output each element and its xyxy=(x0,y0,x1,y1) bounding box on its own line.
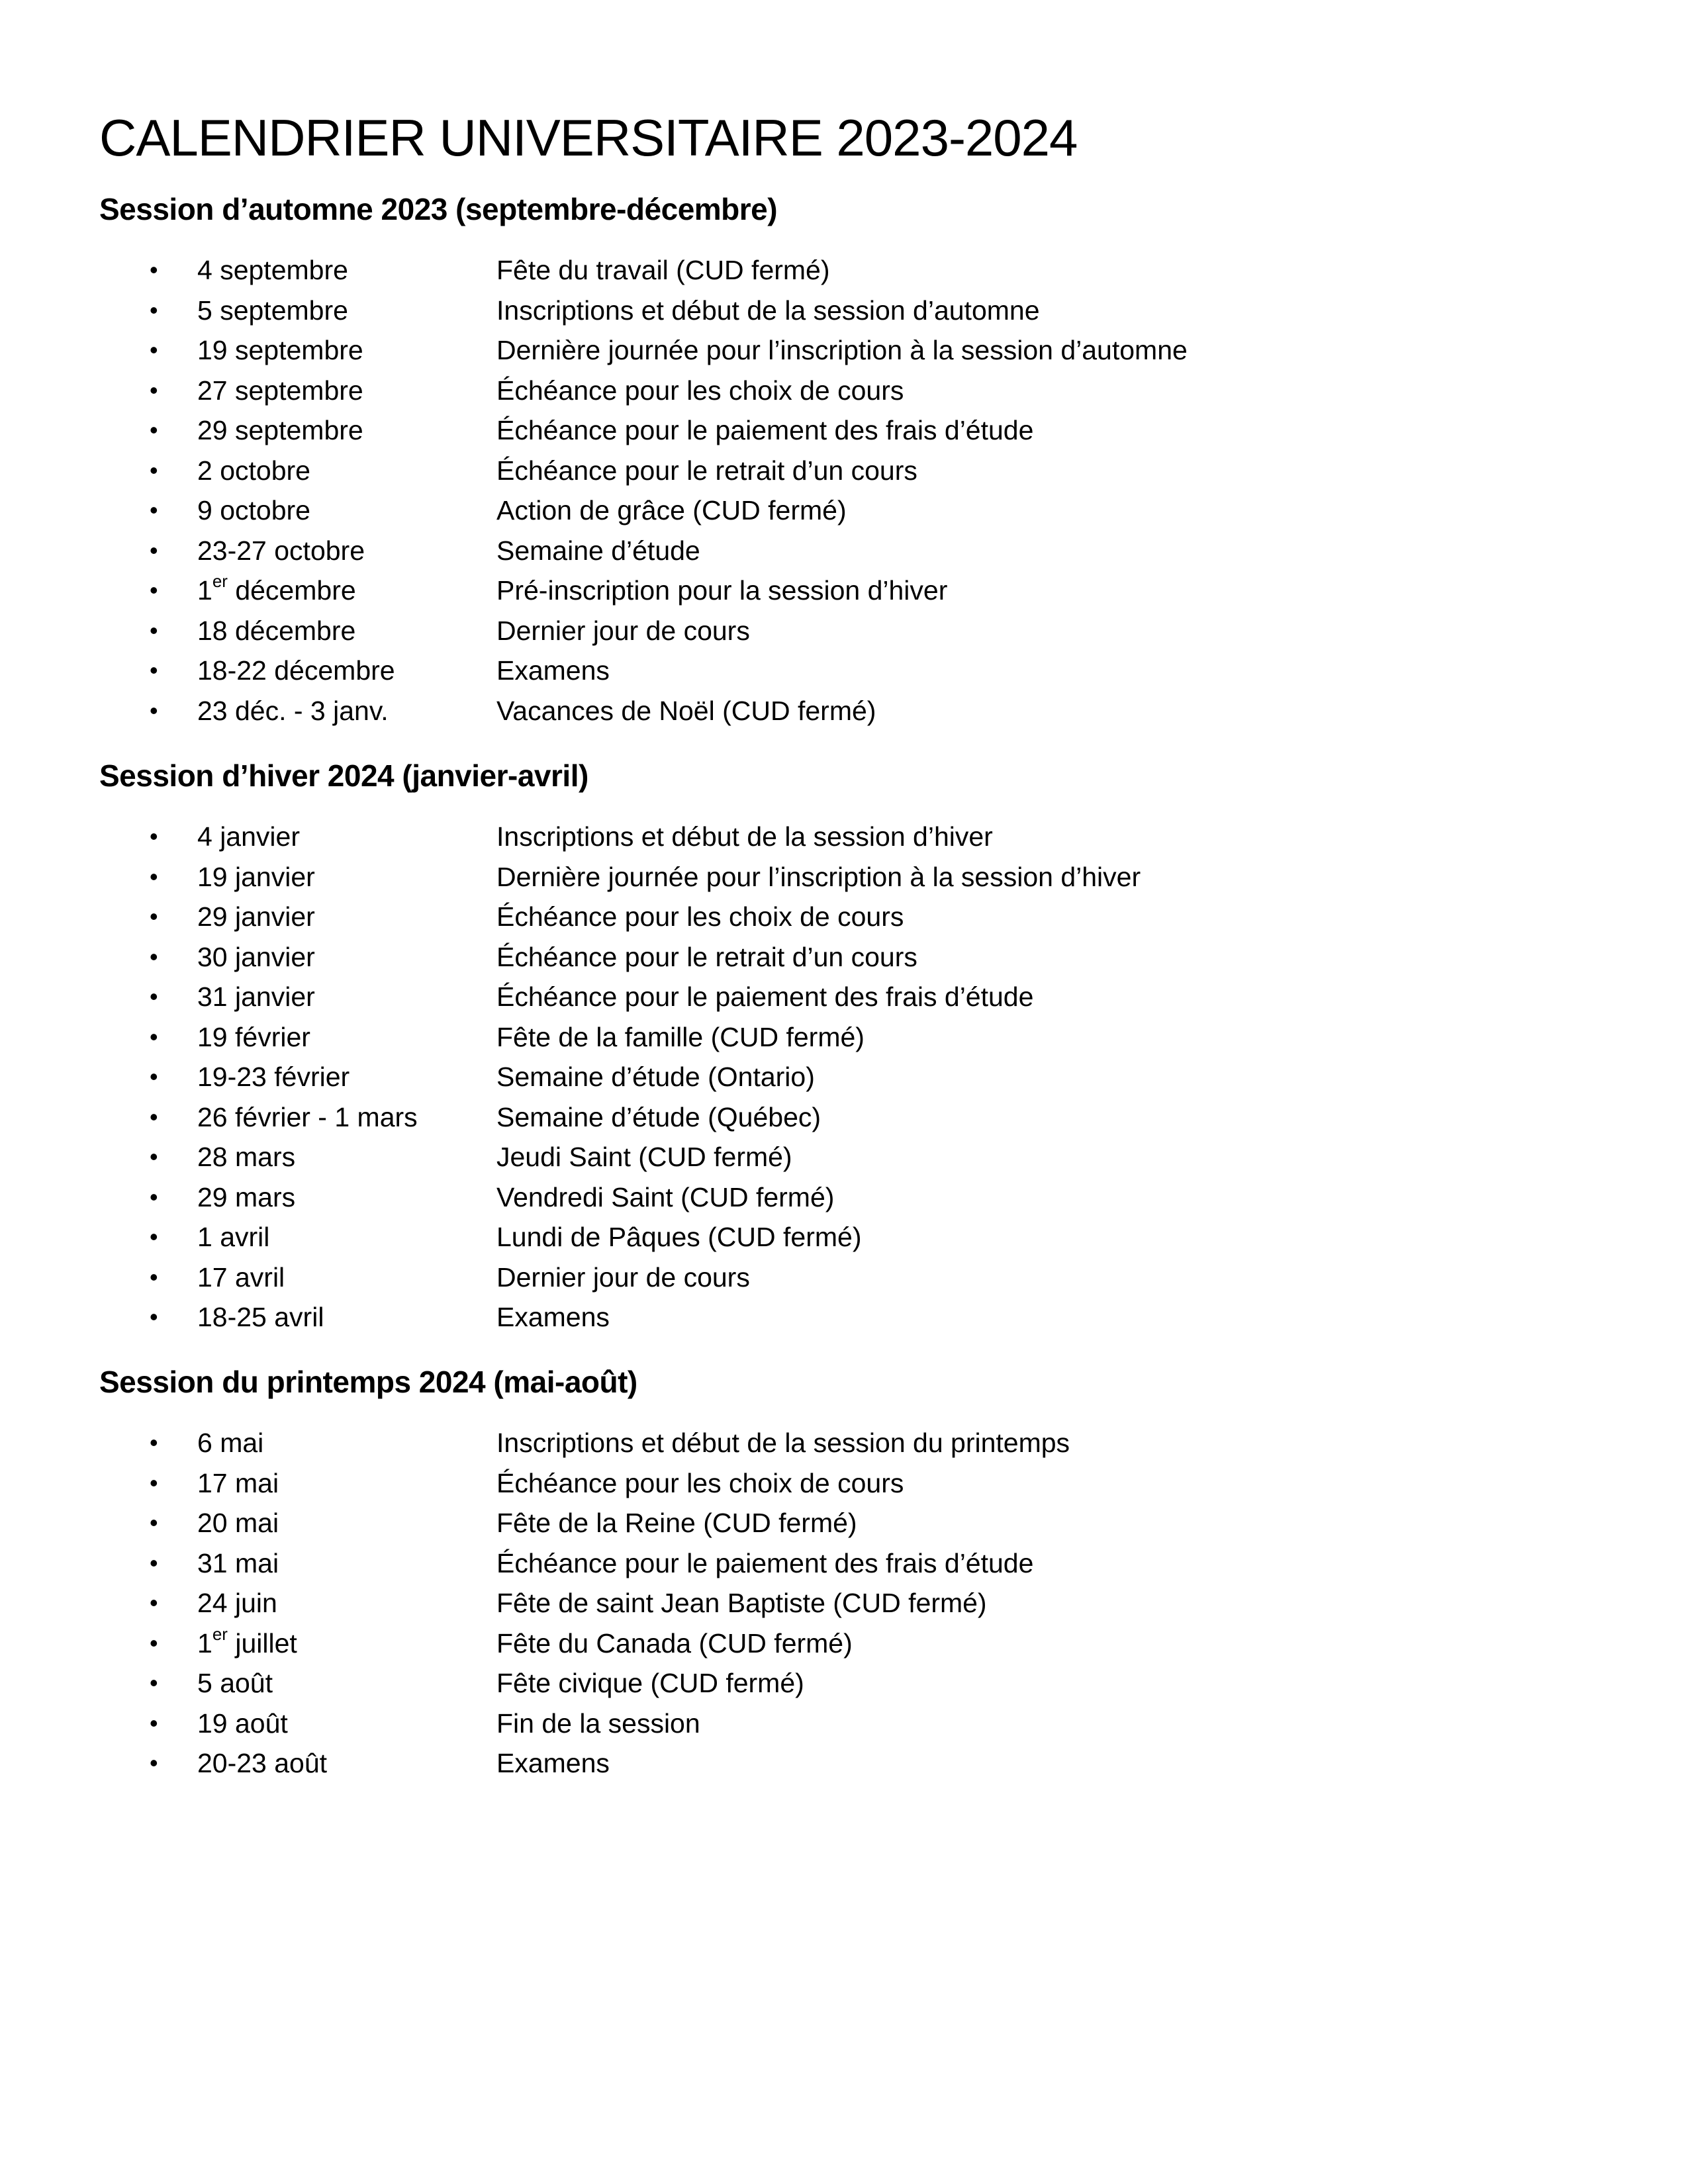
list-item xyxy=(99,1583,1589,1623)
bullet-icon: • xyxy=(150,1509,158,1536)
bullet-icon: • xyxy=(150,256,158,283)
event-date: 28 mars xyxy=(197,1142,296,1172)
list-item xyxy=(99,1177,1589,1218)
list-item xyxy=(99,1257,1589,1298)
event-description: Action de grâce (CUD fermé) xyxy=(496,495,847,525)
section-autumn xyxy=(99,189,1589,731)
event-date: 29 janvier xyxy=(197,901,315,932)
event-description: Dernier jour de cours xyxy=(496,615,750,646)
list-item xyxy=(99,1743,1589,1784)
list-item xyxy=(99,977,1589,1017)
event-description: Échéance pour les choix de cours xyxy=(496,375,904,406)
event-description: Échéance pour le paiement des frais d’étude xyxy=(496,981,1034,1012)
bullet-icon: • xyxy=(150,456,158,484)
event-date: 19 février xyxy=(197,1021,310,1052)
bullet-icon: • xyxy=(150,1469,158,1496)
event-date-ordinal: er xyxy=(212,1623,228,1644)
bullet-icon: • xyxy=(150,1183,158,1210)
event-date: 31 janvier xyxy=(197,981,315,1012)
list-item xyxy=(99,1463,1589,1504)
bullet-icon: • xyxy=(150,823,158,850)
section-heading: Session d’automne 2023 (septembre-décembre) xyxy=(99,192,778,226)
event-date-month: juillet xyxy=(227,1627,297,1659)
bullet-icon: • xyxy=(150,376,158,404)
list-item xyxy=(99,371,1589,411)
list-item xyxy=(99,1663,1589,1704)
event-description: Semaine d’étude xyxy=(496,535,700,566)
bullet-icon: • xyxy=(150,1303,158,1330)
event-description: Vacances de Noël (CUD fermé) xyxy=(496,695,876,726)
bullet-icon: • xyxy=(150,1709,158,1737)
event-description: Semaine d’étude (Ontario) xyxy=(496,1062,815,1092)
event-description: Inscriptions et début de la session du printemps xyxy=(496,1428,1070,1458)
event-date: 2 octobre xyxy=(197,455,310,486)
section-heading: Session d’hiver 2024 (janvier-avril) xyxy=(99,758,588,793)
event-date: 17 mai xyxy=(197,1467,279,1498)
list-item xyxy=(99,531,1589,571)
bullet-icon: • xyxy=(150,1063,158,1090)
event-date-ordinal: er xyxy=(212,571,228,592)
event-date: 4 janvier xyxy=(197,821,300,852)
list-item xyxy=(99,1704,1589,1744)
list-item xyxy=(99,1623,1589,1664)
list-item xyxy=(99,817,1589,857)
bullet-icon: • xyxy=(150,1749,158,1776)
event-date: 20-23 août xyxy=(197,1748,328,1778)
list-item xyxy=(99,291,1589,331)
list-item xyxy=(99,570,1589,611)
event-date-day: 1 xyxy=(197,575,212,606)
event-description: Inscriptions et début de la session d’automne xyxy=(496,295,1040,326)
bullet-icon: • xyxy=(150,336,158,363)
event-date xyxy=(197,1623,297,1663)
list-item xyxy=(99,1017,1589,1058)
event-date: 18 décembre xyxy=(197,615,356,646)
section-winter xyxy=(99,756,1589,1338)
event-description: Échéance pour le paiement des frais d’étude xyxy=(496,1547,1034,1578)
list-item xyxy=(99,1503,1589,1543)
event-date: 9 octobre xyxy=(197,495,310,525)
bullet-icon: • xyxy=(150,1223,158,1250)
event-date: 26 février - 1 mars xyxy=(197,1101,418,1132)
event-date: 29 mars xyxy=(197,1181,296,1212)
bullet-icon: • xyxy=(150,657,158,684)
event-date: 20 mai xyxy=(197,1508,279,1538)
event-description: Jeudi Saint (CUD fermé) xyxy=(496,1142,792,1172)
event-description: Fête de saint Jean Baptiste (CUD fermé) xyxy=(496,1588,987,1618)
event-description: Échéance pour le paiement des frais d’étude xyxy=(496,415,1034,445)
list-item xyxy=(99,651,1589,691)
bullet-icon: • xyxy=(150,1629,158,1657)
list-item xyxy=(99,1423,1589,1463)
event-description: Échéance pour les choix de cours xyxy=(496,1467,904,1498)
list-item xyxy=(99,490,1589,531)
list-item xyxy=(99,1057,1589,1097)
list-item xyxy=(99,1137,1589,1177)
bullet-icon: • xyxy=(150,942,158,970)
event-date: 5 août xyxy=(197,1668,273,1698)
event-description: Fête civique (CUD fermé) xyxy=(496,1668,804,1698)
event-date: 4 septembre xyxy=(197,255,348,285)
event-description: Échéance pour les choix de cours xyxy=(496,901,904,932)
section-spring xyxy=(99,1362,1589,1784)
event-date: 27 septembre xyxy=(197,375,363,406)
event-description: Fin de la session xyxy=(496,1707,700,1739)
event-description: Lundi de Pâques (CUD fermé) xyxy=(496,1222,862,1252)
event-date: 31 mai xyxy=(197,1547,279,1578)
event-description: Fête du Canada (CUD fermé) xyxy=(496,1627,853,1659)
bullet-icon: • xyxy=(150,1429,158,1456)
bullet-icon: • xyxy=(150,296,158,324)
list-item xyxy=(99,250,1589,291)
document-title: CALENDRIER UNIVERSITAIRE 2023-2024 xyxy=(99,109,1078,167)
event-date: 30 janvier xyxy=(197,941,315,972)
event-description: Inscriptions et début de la session d’hiver xyxy=(496,821,993,852)
bullet-icon: • xyxy=(150,1669,158,1696)
event-date: 19 septembre xyxy=(197,335,363,365)
event-date-day: 1 xyxy=(197,1627,212,1659)
list-item xyxy=(99,1097,1589,1138)
event-date: 29 septembre xyxy=(197,415,363,445)
list-item xyxy=(99,897,1589,937)
list-item xyxy=(99,1297,1589,1338)
event-description: Fête du travail (CUD fermé) xyxy=(496,255,830,285)
list-item xyxy=(99,937,1589,978)
list-item xyxy=(99,410,1589,451)
event-date: 5 septembre xyxy=(197,295,348,326)
list-item xyxy=(99,1543,1589,1584)
list-item xyxy=(99,330,1589,371)
event-description: Fête de la famille (CUD fermé) xyxy=(496,1021,865,1052)
event-date: 18-25 avril xyxy=(197,1302,324,1332)
event-list xyxy=(99,817,1589,1338)
event-list xyxy=(99,250,1589,731)
bullet-icon: • xyxy=(150,1263,158,1291)
event-date: 6 mai xyxy=(197,1428,264,1458)
event-date: 17 avril xyxy=(197,1261,285,1293)
event-description: Dernière journée pour l’inscription à la session d’automne xyxy=(496,335,1188,365)
event-date: 1 avril xyxy=(197,1222,270,1252)
event-date: 19 janvier xyxy=(197,861,315,892)
event-description: Examens xyxy=(496,1302,610,1332)
bullet-icon: • xyxy=(150,496,158,523)
event-description: Examens xyxy=(496,1748,610,1778)
event-description: Vendredi Saint (CUD fermé) xyxy=(496,1181,835,1212)
event-description: Échéance pour le retrait d’un cours xyxy=(496,455,917,486)
event-description: Semaine d’étude (Québec) xyxy=(496,1101,821,1132)
bullet-icon: • xyxy=(150,416,158,443)
event-description: Examens xyxy=(496,655,610,686)
bullet-icon: • xyxy=(150,983,158,1010)
list-item xyxy=(99,451,1589,491)
event-date: 23-27 octobre xyxy=(197,535,365,566)
list-item xyxy=(99,691,1589,731)
bullet-icon: • xyxy=(150,862,158,890)
event-description: Dernier jour de cours xyxy=(496,1261,750,1293)
list-item xyxy=(99,611,1589,651)
event-list xyxy=(99,1423,1589,1784)
bullet-icon: • xyxy=(150,616,158,644)
list-item xyxy=(99,1217,1589,1257)
event-date: 19 août xyxy=(197,1707,288,1739)
bullet-icon: • xyxy=(150,903,158,930)
section-heading: Session du printemps 2024 (mai-août) xyxy=(99,1365,637,1399)
event-description: Dernière journée pour l’inscription à la session d’hiver xyxy=(496,861,1141,892)
bullet-icon: • xyxy=(150,1023,158,1050)
event-date: 19-23 février xyxy=(197,1062,350,1092)
event-date: 18-22 décembre xyxy=(197,655,395,686)
bullet-icon: • xyxy=(150,1589,158,1616)
event-date xyxy=(197,570,356,610)
bullet-icon: • xyxy=(150,1143,158,1170)
event-description: Échéance pour le retrait d’un cours xyxy=(496,941,917,972)
bullet-icon: • xyxy=(150,536,158,564)
list-item xyxy=(99,857,1589,897)
event-description: Fête de la Reine (CUD fermé) xyxy=(496,1508,857,1538)
bullet-icon: • xyxy=(150,1549,158,1576)
bullet-icon: • xyxy=(150,696,158,724)
event-date: 23 déc. - 3 janv. xyxy=(197,695,389,726)
event-date-month: décembre xyxy=(227,575,356,606)
bullet-icon: • xyxy=(150,576,158,604)
bullet-icon: • xyxy=(150,1103,158,1130)
event-date: 24 juin xyxy=(197,1588,277,1618)
event-description: Pré-inscription pour la session d’hiver xyxy=(496,575,948,606)
